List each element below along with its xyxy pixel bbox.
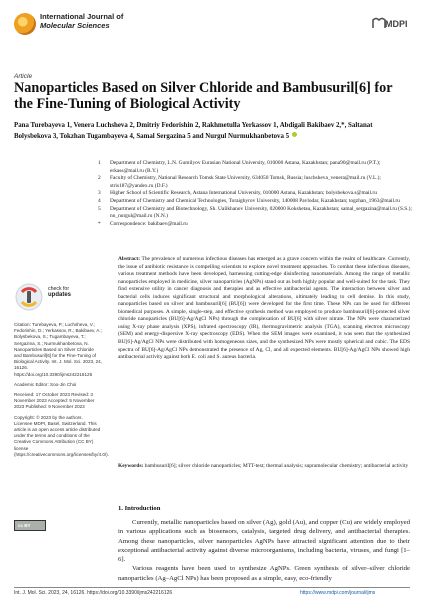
paper-title: Nanoparticles Based on Silver Chloride and Bambusuril[6] for the Fine-Tuning of Biological Activity [14, 80, 393, 112]
abstract-text: The prevalence of numerous infectious diseases has emerged as a grave concern within the realm of healthcare. Currently, the issue of antibiotic resistance is compelling scientists to explore novel treatment approaches. To combat these infectious diseases, various treatment methods have been developed, harnessing cutting-edge disinfecting nanomaterials. Among the range of metallic nanoparticles employed in medicine, silver nanoparticles (AgNPs) stand out as both highly popular and well-suited for the task. They find extensive utility in cancer diagnosis and therapies and as effective antibacterial agents. The interaction between silver and bacterial cells induces significant structural and morphological alterations, ultimately leading to cell demise. In this study, nanoparticles based on silver and bambusuril[6] (BU[6]) were developed for the first time. These NPs can be used for different biomedical purposes. A simple, single-step, and effective synthesis method was employed to produce bambusuril[6]-protected silver chloride nanoparticles (BU[6]-Ag/AgCl NPs) through the complexation of BU[6] with silver nitrate. The NPs were characterized using X-ray phase analysis (XPS), infrared spectroscopy (IR), thermogravimetric analysis (TGA), scanning electron microscopy (SEM) and energy-dispersive X-ray spectroscopy (EDS). When the SEM images were examined, it was seen that the synthesized BU[6]-Ag/AgCl NPs were distributed with homogeneous sizes, and the synthesized NPs were mostly spherical and cubic. The EDS spectra of BU[6]-Ag/AgCl NPs demonstrated the presence of Ag, Cl, and all expected elements. BU[6]-Ag/AgCl NPs showed high antibacterial activity against both E. coli and S. aureus bacteria. [118, 256, 410, 361]
intro-paragraph-2: Various reagents have been used to synthesize AgNPs. Green synthesis of silver–silver chloride nanoparticles (Ag–AgCl NPs) has been proposed as a simple, easy, eco-friendly [118, 565, 410, 582]
journal-name [40, 12, 123, 30]
footer-citation[interactable]: Int. J. Mol. Sci. 2023, 24, 16126. https://doi.org/10.3390/ijms242216126 [14, 590, 173, 596]
check-title: check for [48, 286, 70, 292]
keywords-label: Keywords: [118, 463, 144, 469]
abstract-label: Abstract: [118, 256, 141, 262]
affiliations [98, 160, 412, 228]
affiliation-item [98, 175, 412, 190]
affiliation-text: Department of Chemistry, L.N. Gumilyov Eurasian National University, 010000 Astana, Kazakhstan; pana90@mail.ru (P.T.); erkass@mail.ru (R.Y.) [110, 160, 381, 174]
check-for-updates-label[interactable] [48, 286, 71, 298]
orcid-icon[interactable] [292, 132, 297, 137]
footer-journal-link[interactable]: https://www.mdpi.com/journal/ijms [300, 590, 376, 596]
abstract [118, 256, 410, 362]
affiliation-item [98, 206, 412, 221]
affiliation-text: Department of Chemistry and Chemical Technologies, Toraighyrov University, 140008 Pavlodar, Kazakhstan; togzhan_1963@mail.ru [110, 197, 400, 204]
affiliation-number: 4 [98, 197, 101, 204]
publication-dates: Received: 17 October 2023 Revised: 3 November 2023 Accepted: 5 November 2023 Published: 9 November 2023 [14, 392, 95, 410]
affiliation-number: 2 [98, 175, 101, 182]
affiliation-item [98, 160, 412, 175]
affiliation-number: 5 [98, 205, 101, 212]
introduction-body [118, 518, 410, 583]
check-subtitle: updates [48, 292, 72, 298]
journal-name-line2: Molecular Sciences [40, 21, 110, 30]
affiliation-text: Faculty of Chemistry, National Research Tomsk State University, 634050 Tomsk, Russia; luschsheva_venera@mail.ru (V.L.); stris187@yandex.ru (D.F.) [110, 175, 381, 189]
keywords [118, 463, 410, 471]
affiliation-text: Higher School of Scientific Research, Astana International University, 010000 Astana, Kazakhstan; bolysbekova.s@mail.ru [110, 190, 377, 197]
affiliation-item [98, 198, 412, 206]
footer-divider [14, 587, 410, 588]
cc-by-license-icon[interactable] [14, 520, 46, 531]
copyright-notice: Copyright: © 2023 by the authors. Licensee MDPI, Basel, Switzerland. This article is an open access article distributed under the terms and conditions of the Creative Commons Attribution (CC BY) license (https://creativecommons.org/licenses/by/4.0/). [14, 414, 109, 457]
affiliation-item [98, 190, 412, 198]
correspondence-text: Correspondence: bakibaev@mail.ru [110, 220, 188, 227]
keywords-text: bambusuril[6]; silver chloride nanoparticles; MTT-test; thermal analysis; supramolecular chemistry; antibacterial activity [144, 463, 409, 469]
journal-logo-icon [14, 13, 36, 35]
article-type: Article [14, 73, 33, 80]
check-for-updates-icon[interactable] [14, 282, 44, 312]
author-names: Pana Turebayeva 1, Venera Luchsheva 2, Dmitriy Fedorishin 2, Rakhmetulla Yerkassov 1, Abdigali Bakibaev 2,*, Saltanat Bolysbekova 3, Tokzhan Tugambayeva 4, Samal Sergazina 5 and Nurgul Nurmukhanbetova 5 [14, 122, 373, 140]
section-heading: 1. Introduction [118, 505, 161, 512]
academic-editor: Academic Editor: Soo-Jin Choi [14, 381, 77, 387]
affiliation-number: 1 [98, 160, 101, 166]
publisher-name: MDPI [385, 19, 408, 29]
intro-paragraph-1: Currently, metallic nanoparticles based on silver (Ag), gold (Au), and copper (Cu) are widely employed in various applications such as biosensors, catalysis, targeted drug delivery, and antibacterial therapies. Among these nanoparticles, silver nanoparticles AgNPs have attracted significant attention due to their exceptional antibacterial activity against diverse microorganisms, including bacteria, viruses, and fungi [1–6]. [118, 519, 410, 564]
mdpi-logo-icon [370, 16, 408, 30]
author-list [14, 120, 410, 142]
article-sidebar [14, 322, 109, 462]
affiliation-text: Department of Chemistry and Biotechnology, Sh. Ualikhanov University, 020000 Kokshetau, Kazakhstan; samal_sergazina@mail.ru (S.S.); nn_nurgul@mail.ru (N.N.) [110, 205, 412, 220]
affiliation-number: 3 [98, 190, 101, 197]
correspondence [98, 221, 412, 229]
cc-badge-label: cc BY [18, 523, 31, 528]
journal-name-line1: International Journal of [40, 12, 124, 21]
affiliation-number: * [98, 220, 101, 227]
citation-text: Citation: Turebayeva, P.; Luchsheva, V.; Fedorishin, D.; Yerkassov, R.; Bakibaev, A.; Bolysbekova, S.; Tugambayeva, T.; Sergazina, S.; Nurmukhanbetova, N. Nanoparticles Based on Silver Chloride and Bambusuril[6] for the Fine-Tuning of Biological Activity. Int. J. Mol. Sci. 2023, 24, 16126. https://doi.org/10.3390/ijms242216126 [14, 322, 103, 377]
